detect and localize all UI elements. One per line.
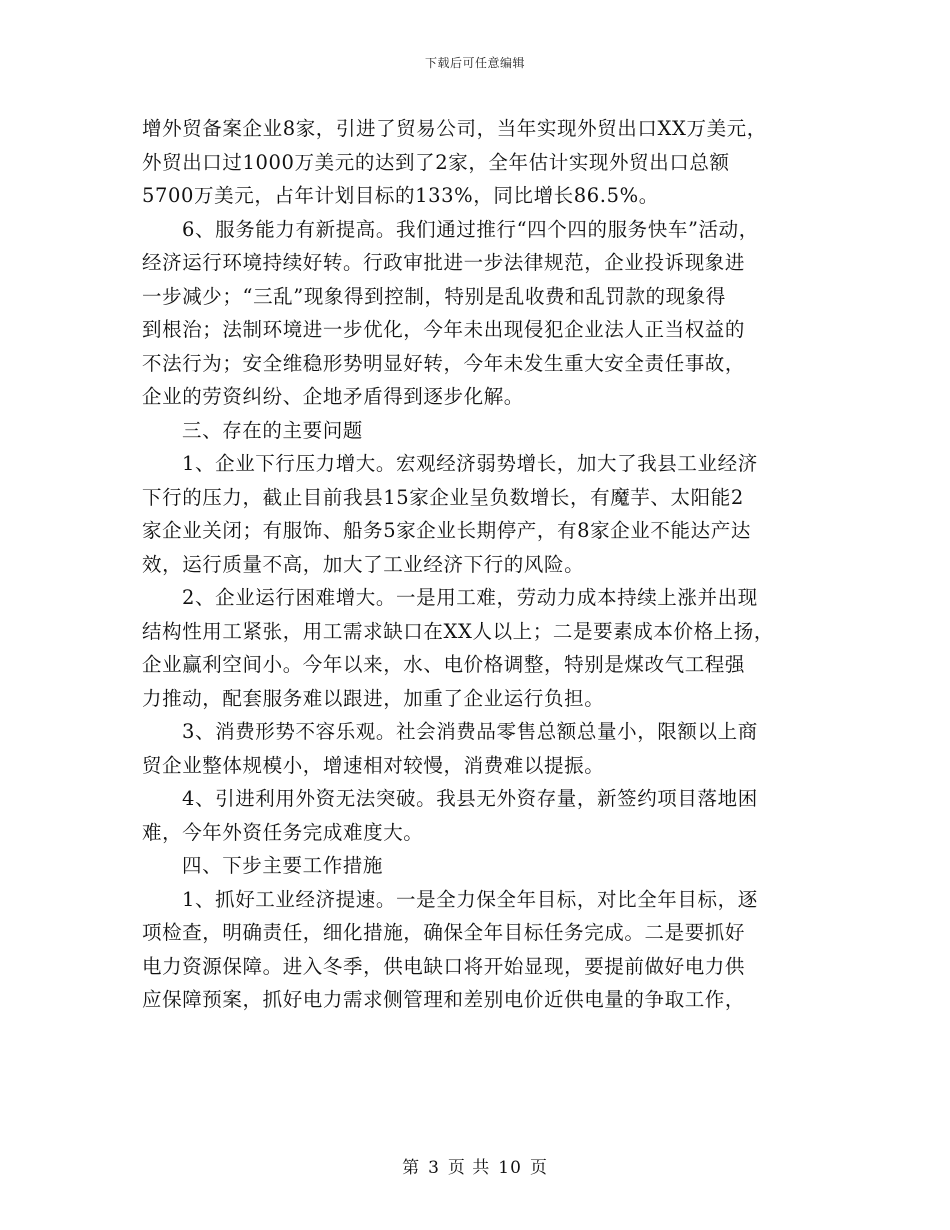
text-line: 电力资源保障。进入冬季，供电缺口将开始显现，要提前做好电力供 bbox=[142, 954, 746, 978]
text-line: 增外贸备案企业8家，引进了贸易公司，当年实现外贸出口XX万美元， bbox=[142, 117, 767, 140]
text-line: 力推动，配套服务难以跟进，加重了企业运行负担。 bbox=[142, 686, 605, 710]
text-line: 企业赢利空间小。今年以来，水、电价格调整，特别是煤改气工程强 bbox=[142, 653, 746, 676]
document-body bbox=[142, 112, 822, 1017]
text-line: 一步减少；“三乱”现象得到控制，特别是乱收费和乱罚款的现象得 bbox=[142, 284, 726, 308]
text-line: 外贸出口过1000万美元的达到了2家，全年估计实现外贸出口总额 bbox=[142, 150, 730, 174]
text-line: 难，今年外资任务完成难度大。 bbox=[142, 820, 424, 844]
text-line: 到根治；法制环境进一步优化，今年未出现侵犯企业法人正当权益的 bbox=[142, 318, 746, 341]
text-line: 2、企业运行困难增大。一是用工难，劳动力成本持续上涨并出现 bbox=[182, 586, 758, 609]
text-line: 5700万美元，占年计划目标的133%，同比增长86.5%。 bbox=[142, 184, 659, 207]
footer-middle: 页 共 bbox=[447, 1158, 491, 1178]
text-line: 经济运行环境持续好转。行政审批进一步法律规范，企业投诉现象进 bbox=[142, 251, 746, 274]
text-line: 3、消费形势不容乐观。社会消费品零售总额总量小，限额以上商 bbox=[182, 720, 758, 743]
text-line: 不法行为；安全维稳形势明显好转，今年未发生重大安全责任事故， bbox=[142, 351, 746, 375]
text-line: 三、存在的主要问题 bbox=[182, 418, 363, 442]
text-line: 贸企业整体规模小，增速相对较慢，消费难以提振。 bbox=[142, 753, 605, 777]
footer-current-page: 3 bbox=[428, 1158, 440, 1178]
page-footer bbox=[0, 1153, 950, 1178]
text-line: 4、引进利用外资无法突破。我县无外资存量，新签约项目落地困 bbox=[182, 787, 758, 810]
text-line: 项检查，明确责任，细化措施，确保全年目标任务完成。二是要抓好 bbox=[142, 921, 746, 944]
text-line: 效，运行质量不高，加大了工业经济下行的风险。 bbox=[142, 552, 585, 576]
text-line: 企业的劳资纠纷、企地矛盾得到逐步化解。 bbox=[142, 385, 524, 408]
text-line: 1、抓好工业经济提速。一是全力保全年目标，对比全年目标，逐 bbox=[182, 887, 758, 911]
text-line: 6、服务能力有新提高。我们通过推行“四个四的服务快车”活动， bbox=[182, 217, 759, 241]
footer-prefix: 第 bbox=[402, 1158, 421, 1178]
footer-suffix: 页 bbox=[529, 1158, 548, 1178]
text-line: 下行的压力，截止目前我县15家企业呈负数增长，有魔芋、太阳能2 bbox=[142, 485, 744, 509]
text-line: 家企业关闭；有服饰、船务5家企业长期停产，有8家企业不能达产达 bbox=[142, 519, 751, 542]
text-line: 结构性用工紧张，用工需求缺口在XX人以上；二是要素成本价格上扬， bbox=[142, 619, 774, 643]
text-line: 应保障预案，抓好电力需求侧管理和差别电价近供电量的争取工作， bbox=[142, 988, 746, 1011]
footer-total-pages: 10 bbox=[498, 1158, 522, 1178]
page-header: 下载后可任意编辑 bbox=[424, 56, 525, 70]
text-line: 四、下步主要工作措施 bbox=[182, 854, 384, 877]
text-line: 1、企业下行压力增大。宏观经济弱势增长，加大了我县工业经济 bbox=[182, 452, 758, 475]
